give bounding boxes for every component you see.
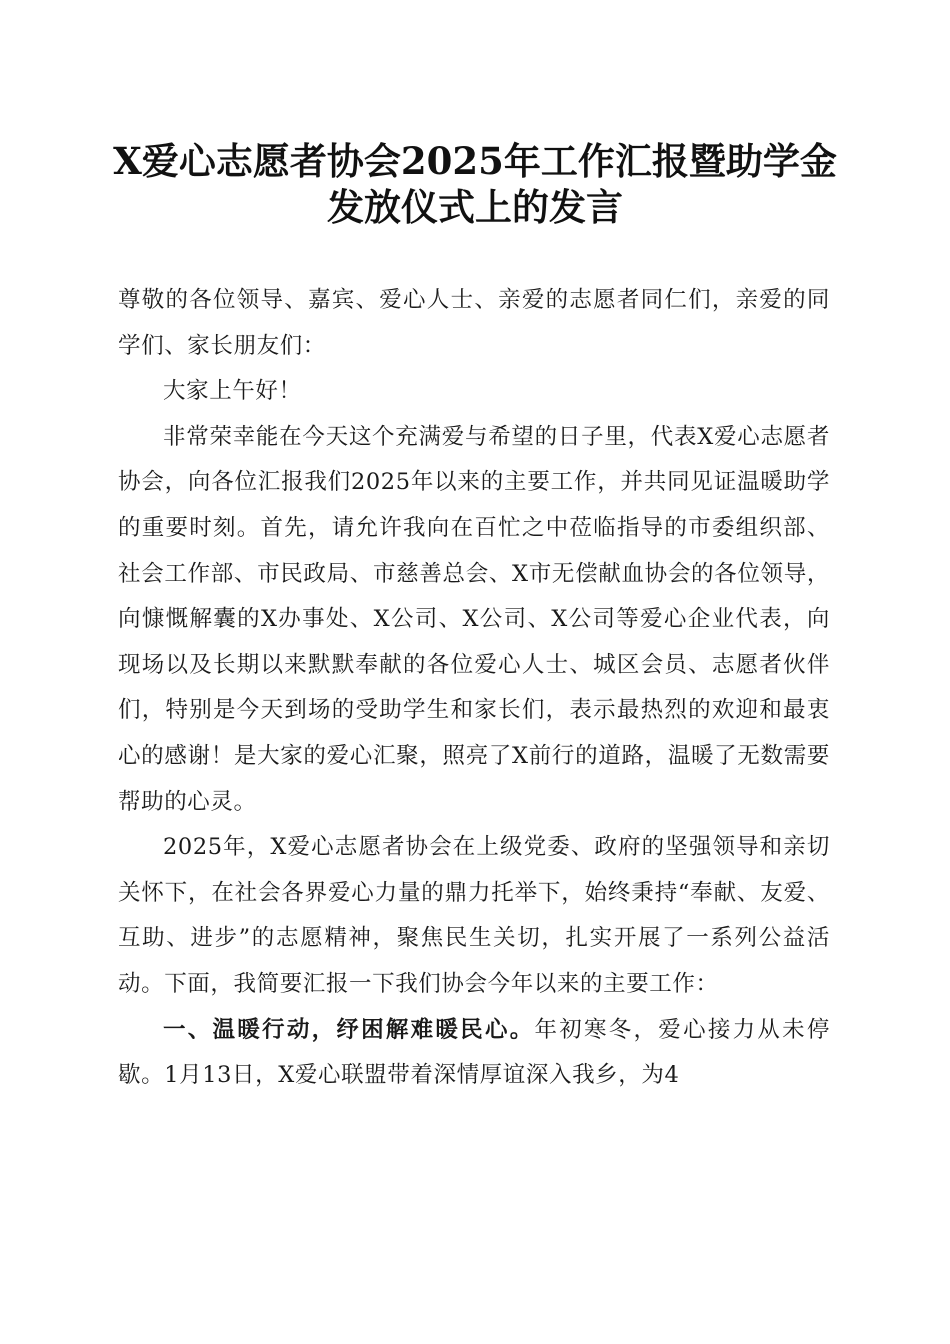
paragraph-intro: 非常荣幸能在今天这个充满爱与希望的日子里，代表X爱心志愿者协会，向各位汇报我们2025年以来的主要工作，并共同见证温暖助学的重要时刻。首先，请允许我向在百忙之中莅临指导的市委组织部、社会工作部、市民政局、市慈善总会、X市无偿献血协会的各位领导，向慷慨解囊的X办事处、X公司、X公司、X公司等爱心企业代表，向现场以及长期以来默默奉献的各位爱心人士、城区会员、志愿者伙伴们，特别是今天到场的受助学生和家长们，表示最热烈的欢迎和最衷心的感谢！是大家的爱心汇聚，照亮了X前行的道路，温暖了无数需要帮助的心灵。	[118, 423, 830, 815]
section-text: 年初寒冬，爱心接力从未停歇。1月13日，X爱心联盟带着深情厚谊深入我乡，为4	[118, 1016, 830, 1089]
salutation: 尊敬的各位领导、嘉宾、爱心人士、亲爱的志愿者同仁们，亲爱的同学们、家长朋友们：	[118, 287, 830, 359]
document-body	[118, 278, 830, 1099]
section-heading: 一、温暖行动，纾困解难暖民心。	[163, 1016, 535, 1043]
paragraph-section-1	[118, 1008, 830, 1099]
document-title	[100, 138, 850, 230]
title-line-1: X爱心志愿者协会2025年工作汇报暨助学金	[113, 139, 837, 183]
title-line-2: 发放仪式上的发言	[327, 185, 623, 229]
paragraph-overview: 2025年，X爱心志愿者协会在上级党委、政府的坚强领导和亲切关怀下，在社会各界爱心力量的鼎力托举下，始终秉持“奉献、友爱、互助、进步”的志愿精神，聚焦民生关切，扎实开展了一系列公益活动。下面，我简要汇报一下我们协会今年以来的主要工作：	[118, 834, 830, 997]
greeting: 大家上午好！	[163, 378, 302, 405]
